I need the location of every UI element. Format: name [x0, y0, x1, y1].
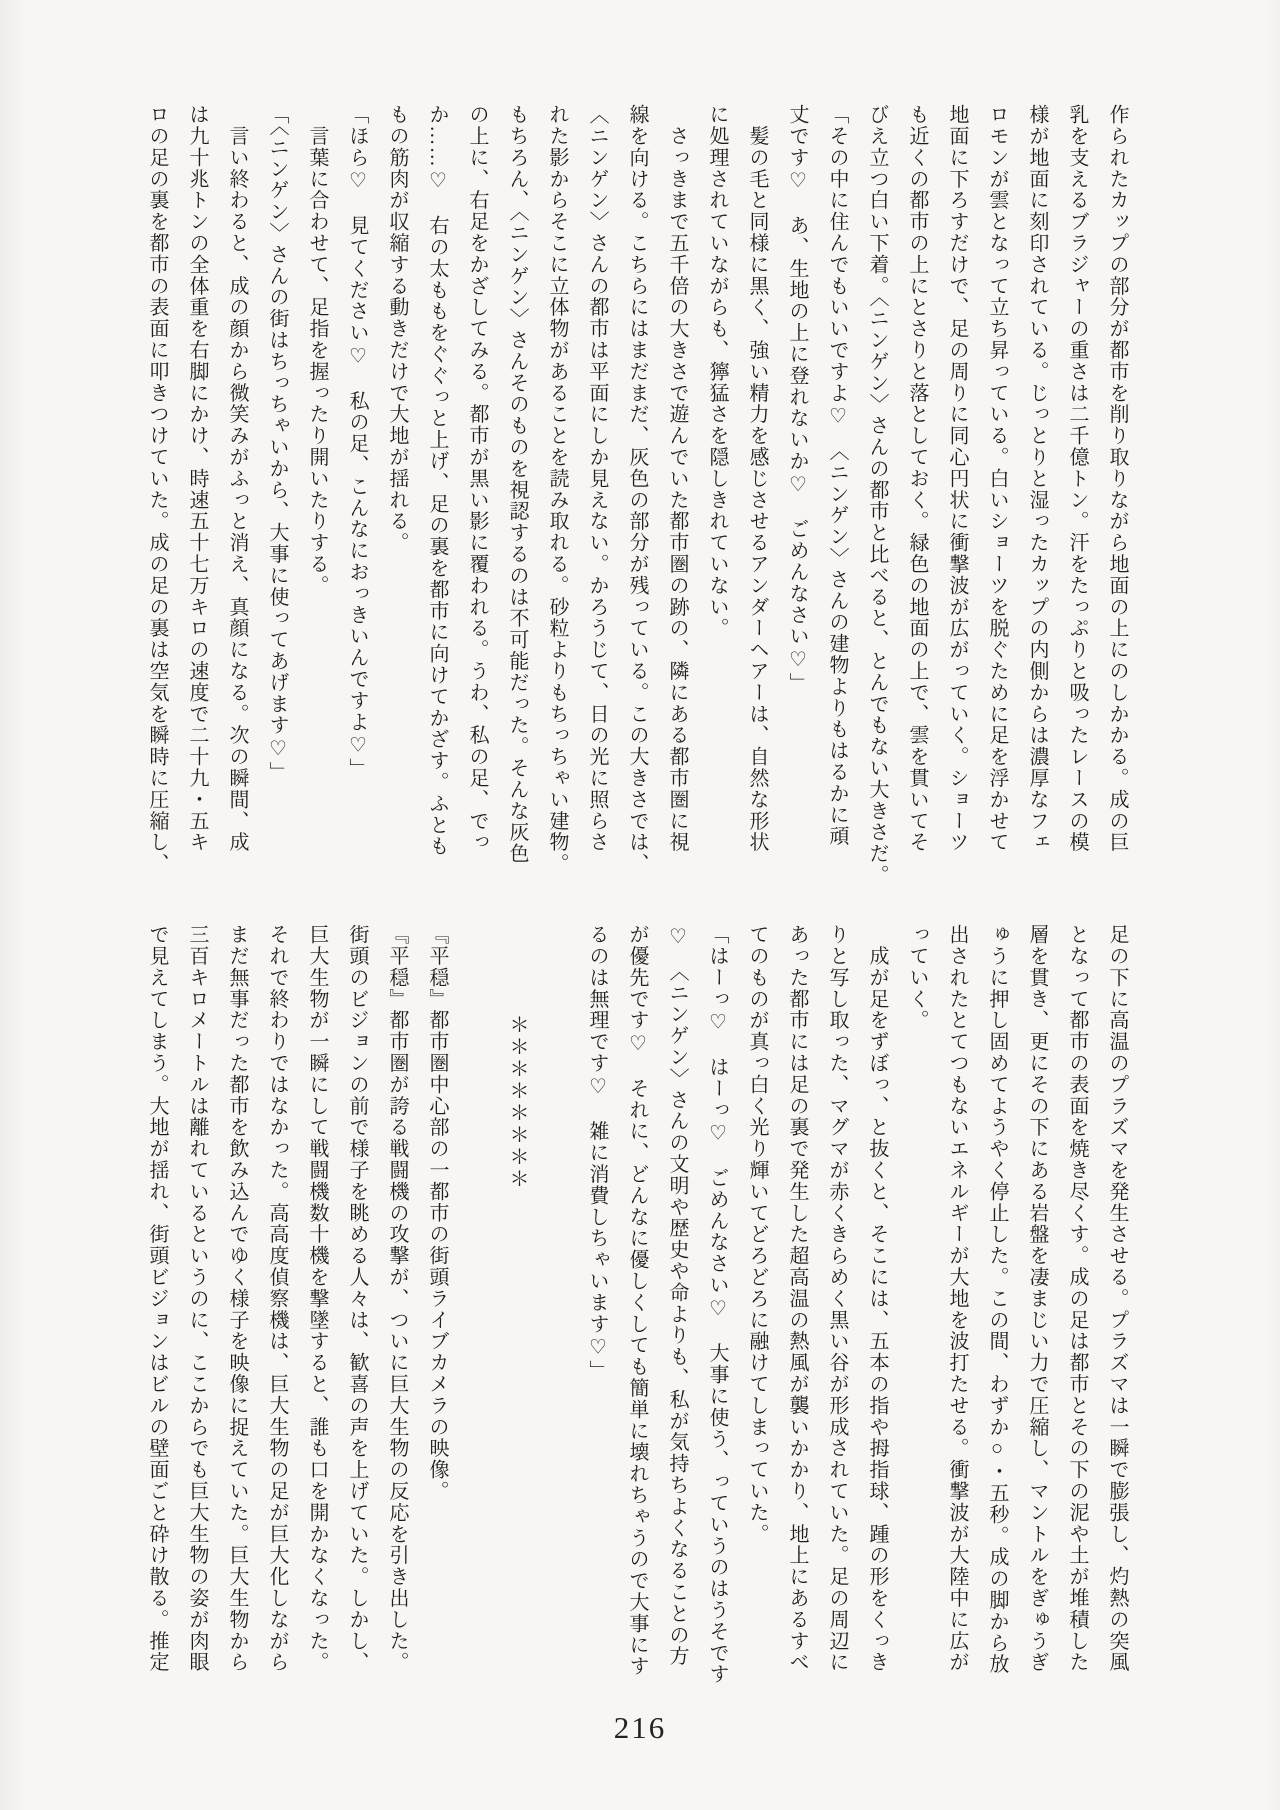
text-column: っていく。: [906, 924, 928, 1031]
text-column: 足の下に高温のプラズマを発生させる。プラズマは一瞬で膨張し、灼熱の突風: [1106, 924, 1128, 1673]
text-column: ロの足の裏を都市の表面に叩きつけていた。成の足の裏は空気を瞬時に圧縮し、: [146, 104, 168, 875]
top-text-band: [137, 104, 1137, 886]
text-column: ゅうに押し固めてようやく停止した。この間、わずか○・五秒。成の脚から放: [986, 924, 1008, 1675]
text-column: 巨大生物が一瞬にして戦闘機数十機を撃墜すると、誰も口を開かなくなった。: [306, 924, 328, 1673]
text-column: が優先です♡ それに、どんなに優しくしても簡単に壊れちゃうので大事にす: [626, 924, 648, 1677]
text-column: それで終わりではなかった。高高度偵察機は、巨大生物の足が巨大化しながら: [266, 924, 288, 1673]
text-column: 言い終わると、成の顔から微笑みがふっと消え、真顔になる。次の瞬間、成: [226, 104, 248, 853]
text-column: 街頭のビジョンの前で様子を眺める人々は、歓喜の声を上げていた。しかし、: [346, 924, 368, 1673]
text-column: 「ほら♡ 見てください♡ 私の足、こんなにおっきいんですよ♡」: [346, 104, 368, 780]
text-column: 様が地面に刻印されている。じっとりと湿ったカップの内側からは濃厚なフェ: [1026, 104, 1048, 853]
text-column: は九十兆トンの全体重を右脚にかけ、時速五十七万キロの速度で二十九・五キ: [186, 104, 208, 853]
page-number: 216: [613, 1710, 667, 1745]
text-column: に処理されていながらも、獰猛さを隠しきれていない。: [706, 104, 728, 639]
text-column: 髪の毛と同様に黒く、強い精力を感じさせるアンダーヘアーは、自然な形状: [746, 104, 768, 853]
text-column: もちろん、〈ニンゲン〉さんそのものを視認するのは不可能だった。そんな灰色: [506, 104, 528, 865]
blank-column: [457, 924, 497, 1676]
text-column: 「はーっ♡ はーっ♡ ごめんなさい♡ 大事に使う、っていうのはうそです: [706, 924, 728, 1685]
text-column: れた影からそこに立体物があることを読み取れる。砂粒よりもちっちゃい建物。: [546, 104, 568, 875]
text-column: 地面に下ろすだけで、足の周りに同心円状に衝撃波が広がっていく。ショーツ: [946, 104, 968, 853]
text-column: も近くの都市の上にとさりと落としておく。緑色の地面の上で、雲を貫いてそ: [906, 104, 928, 853]
text-column: か……♡ 右の太ももをぐぐっと上げ、足の裏を都市に向けてかざす。ふとも: [426, 104, 448, 857]
text-column: 出されたとてつもないエネルギーが大地を波打たせる。衝撃波が大陸中に広が: [946, 924, 968, 1673]
text-column: 線を向ける。こちらにはまだまだ、灰色の部分が残っている。この大きさでは、: [626, 104, 648, 875]
text-column: りと写し取った、マグマが赤くきらめく黒い谷が形成されていた。足の周辺に: [826, 924, 848, 1673]
text-column: あった都市には足の裏で発生した超高温の熱風が襲いかかり、地上にあるすべ: [786, 924, 808, 1673]
text-column: もの筋肉が収縮する動きだけで大地が揺れる。: [386, 104, 408, 554]
text-column: 層を貫き、更にその下にある岩盤を凄まじい力で圧縮し、マントルをぎゅうぎ: [1026, 924, 1048, 1673]
text-column: 作られたカップの部分が都市を削り取りながら地面の上にのしかかる。成の巨: [1106, 104, 1128, 853]
text-column: 丈です♡ あ、生地の上に登れないか♡ ごめんなさい♡」: [786, 104, 808, 694]
text-column: となって都市の表面を焼き尽くす。成の足は都市とその下の泥や土が堆積した: [1066, 924, 1088, 1673]
text-column: びえ立つ白い下着。〈ニンゲン〉さんの都市と比べると、とんでもない大きさだ。: [866, 104, 888, 886]
text-column: 「〈ニンゲン〉さんの街はちっちゃいから、大事に使ってあげます♡」: [266, 104, 288, 783]
text-column: 〈ニンゲン〉さんの都市は平面にしか見えない。かろうじて、日の光に照らさ: [586, 104, 608, 853]
text-column: ♡ 〈ニンゲン〉さんの文明や歴史や命よりも、私が気持ちよくなることの方: [666, 924, 688, 1667]
text-column: さっきまで五千倍の大きさで遊んでいた都市圏の跡の、隣にある都市圏に視: [666, 104, 688, 853]
blank-column: [537, 924, 577, 1676]
text-column: 三百キロメートルは離れているというのに、ここからでも巨大生物の姿が肉眼: [186, 924, 208, 1673]
text-column: ロモンが雲となって立ち昇っている。白いショーツを脱ぐために足を浮かせて: [986, 104, 1008, 853]
text-column: の上に、右足をかざしてみる。都市が黒い影に覆われる。うわ、私の足、でっ: [466, 104, 488, 853]
text-column: てのものが真っ白く光り輝いてどろどろに融けてしまっていた。: [746, 924, 768, 1545]
section-divider: ＊＊＊＊＊＊＊＊: [506, 1014, 528, 1190]
text-column: 「その中に住んでもいいですよ♡ 〈ニンゲン〉さんの建物よりもはるかに頑: [826, 104, 848, 847]
text-column: 『平穏』都市圏が誇る戦闘機の攻撃が、ついに巨大生物の反応を引き出した。: [386, 924, 408, 1673]
text-column: 『平穏』都市圏中心部の一都市の街頭ライブカメラの映像。: [426, 924, 448, 1502]
text-column: で見えてしまう。大地が揺れ、街頭ビジョンはビルの壁面ごと砕け散る。推定: [146, 924, 168, 1673]
bottom-text-band: [137, 924, 1137, 1685]
text-column: 成が足をずぼっ、と抜くと、そこには、五本の指や拇指球、踵の形をくっき: [866, 924, 888, 1673]
text-column: 乳を支えるブラジャーの重さは二千億トン。汗をたっぷりと吸ったレースの模: [1066, 104, 1088, 853]
text-column: るのは無理です♡ 雑に消費しちゃいます♡」: [586, 924, 608, 1382]
text-column: 言葉に合わせて、足指を握ったり開いたりする。: [306, 104, 328, 597]
text-column: まだ無事だった都市を飲み込んでゆく様子を映像に捉えていた。巨大生物から: [226, 924, 248, 1673]
